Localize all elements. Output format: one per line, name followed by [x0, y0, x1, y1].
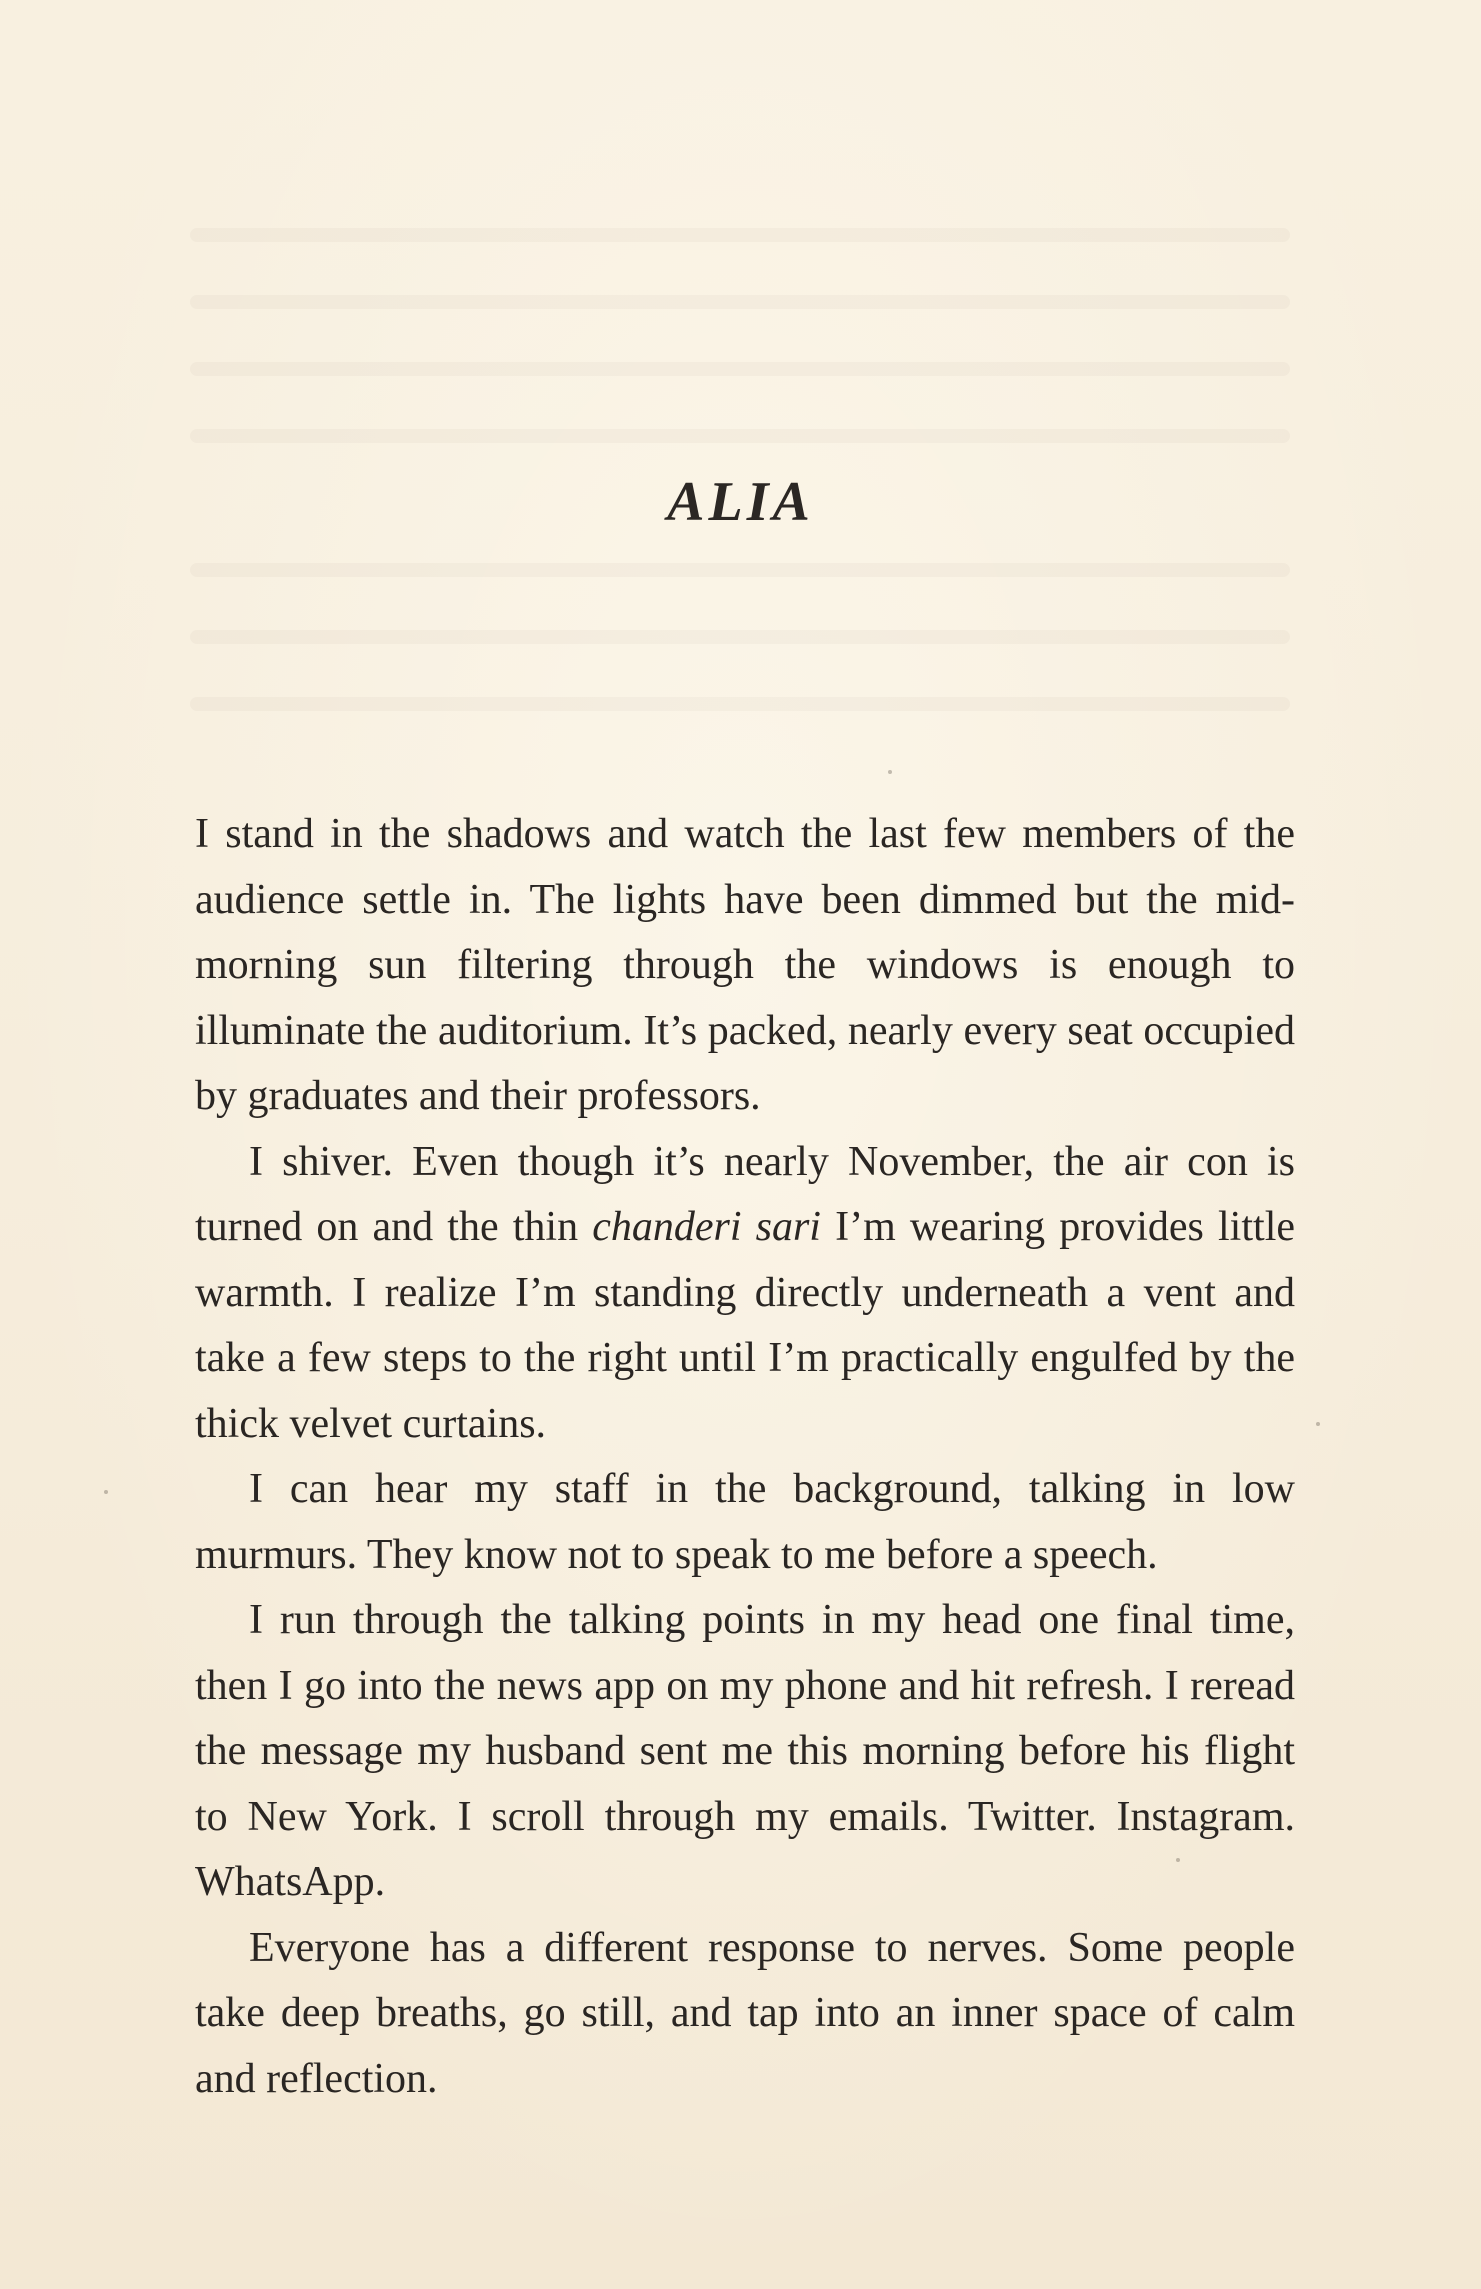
- paragraph: I run through the talking points in my head one final time, then I go into the news app on my phone and hit refresh. I reread the message my husband sent me this morning before his flight to New York. I scroll through my emails. Twitter. Instagram. WhatsApp.: [195, 1597, 1295, 1905]
- bleed-through-line: [190, 362, 1290, 376]
- paper-speck: [1316, 1422, 1320, 1426]
- paper-speck: [888, 770, 892, 774]
- bleed-through-line: [190, 563, 1290, 577]
- paragraph-segment: I shiver. Even though it’s nearly November, the air con is turned on and the thin: [195, 1138, 1295, 1250]
- paragraph: Everyone has a different response to nerves. Some people take deep breaths, go still, and tap into an inner space of calm and reflection.: [195, 1924, 1295, 2102]
- paragraph: [195, 1130, 1295, 1458]
- bleed-through-line: [190, 697, 1290, 711]
- paragraph-segment: I’m wearing provides little warmth. I realize I’m standing directly underneath a vent and take a few steps to the right until I’m practically engulfed by the thick velvet curtains.: [195, 1204, 1296, 1447]
- bleed-through-line: [190, 295, 1290, 309]
- paper-speck: [104, 1490, 108, 1494]
- bleed-through-line: [190, 429, 1290, 443]
- bleed-through-line: [190, 228, 1290, 242]
- paragraph: I can hear my staff in the background, talking in low murmurs. They know not to speak to me before a speech.: [195, 1466, 1295, 1578]
- chapter-title: ALIA: [667, 471, 814, 533]
- chapter-body: [195, 802, 1295, 2112]
- paragraph: I stand in the shadows and watch the last few members of the audience settle in. The lights have been dimmed but the mid-morning sun filtering through the windows is enough to illuminate the auditorium. It’s packed, nearly every seat occupied by graduates and their professors.: [195, 811, 1295, 1119]
- italic-term: chanderi sari: [592, 1204, 821, 1250]
- bleed-through-line: [190, 630, 1290, 644]
